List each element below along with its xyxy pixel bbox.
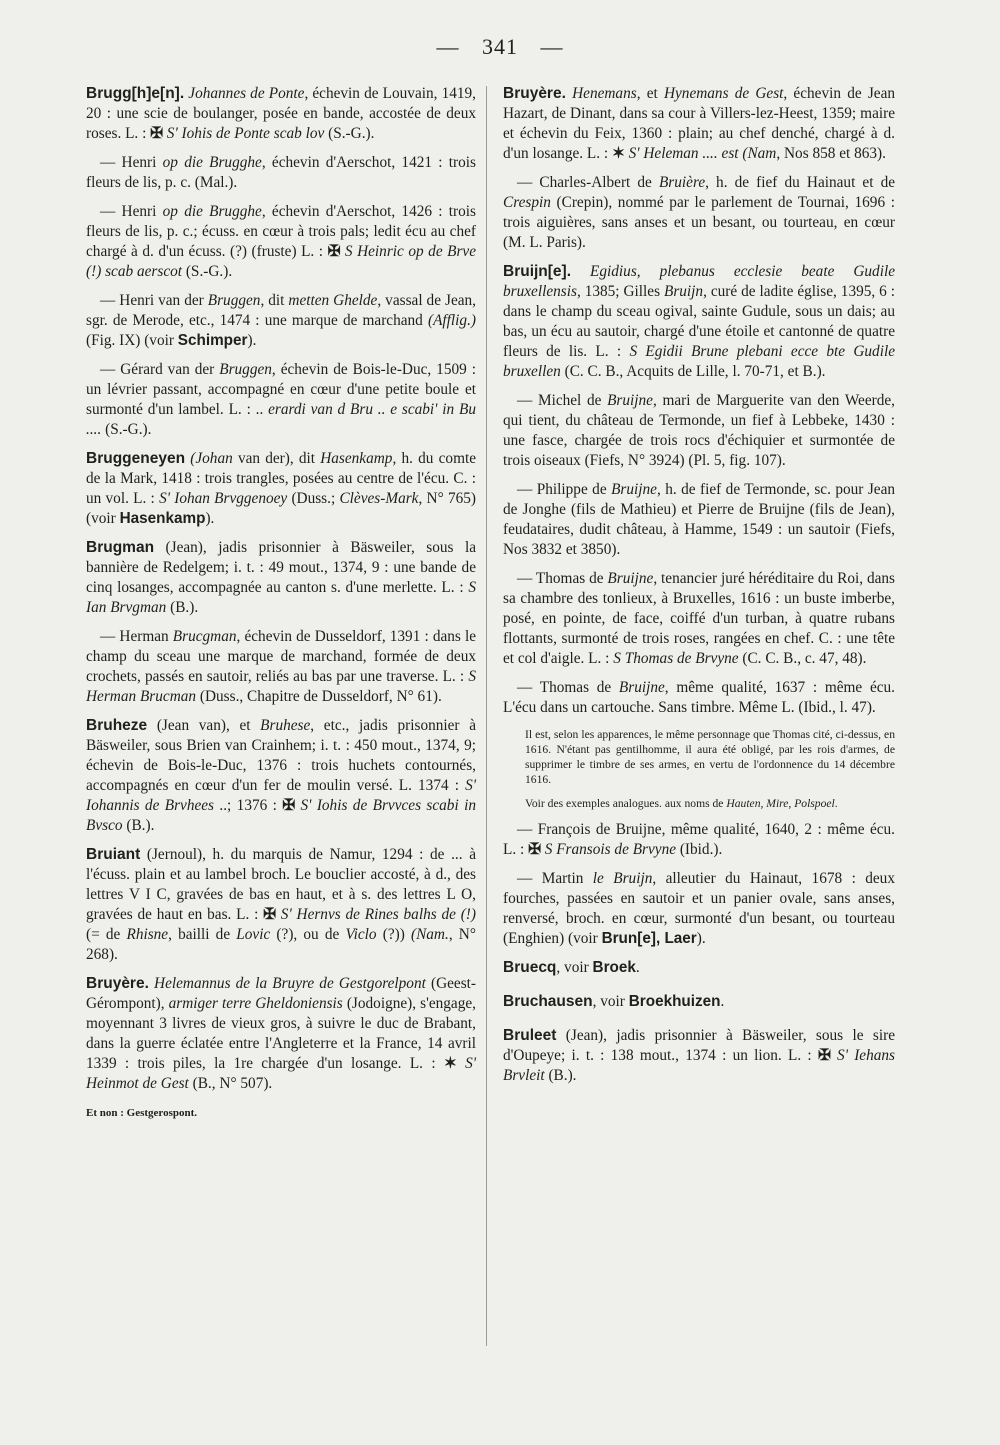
italic-text: Bruggen — [219, 361, 272, 378]
entry-text: , h. de fief de Termonde, sc. pour Jean de Jonghe (fils de Mathieu) et Pierre de Bruijne (fils de Jean), feudataires, dudit château, à Hamme, 1549 : un sautoir (Fiefs, Nos 3832 et 3850). — [503, 481, 896, 558]
entry-text: , tenancier juré héréditaire du Roi, dans sa chambre des tonlieux, à Bruxelles, 1616 : un buste imberbe, posé, en pointe, de face, coiffé d'un turban, à quatre rubans flottants, surmonté de trois roses, rangées en chef. C. : une tête et col d'aigle. L. : — [503, 570, 895, 667]
italic-text: S Egidii Brune plebani ecce bte Gudile bruxellen — [503, 343, 895, 380]
header-dash-left: — — [436, 34, 460, 59]
italic-text: Hasenkamp — [320, 450, 393, 467]
entry-text: , échevin de Jean Hazart, de Dinant, dans sa cour à Villers-lez-Heest, 1359; maire et échevin du Feix, 1360 : plain; au chef denché, chargé à d. d'un losange. L. : — [503, 85, 896, 162]
sub-entry — [86, 153, 476, 193]
sub-entry — [503, 678, 895, 718]
entry-text: , etc., jadis prisonnier à Bäsweiler, sous Brien van Crainhem; i. t. : 450 mout., 1374, 9; échevin de Bois-le-Duc, 1376 : trois huchets contournés, accompagnés en cœur d'un fer de moulin versé. L. 1374 : — [86, 717, 476, 794]
italic-text: armiger terre Gheldoniensis — [168, 995, 343, 1012]
entry-text: — Thomas de — [517, 570, 608, 587]
cross-reference: Hasenkamp — [119, 510, 206, 527]
italic-text: S' Hernvs de Rines balhs de (!) — [276, 906, 476, 923]
sub-entry — [86, 202, 476, 282]
entry-text: (Jean van), et — [147, 717, 261, 734]
entry-text: , échevin de Louvain, 1419, 20 : une scie de boulanger, posée en bande, accostée de deux roses. L. : — [86, 85, 477, 142]
header-dash-right: — — [540, 34, 564, 59]
entry-text: , Nos 858 et 863). — [776, 145, 886, 162]
italic-text: S Fransois de Brvyne — [540, 841, 677, 858]
entry-text: (Geest-Gérompont), — [86, 975, 476, 1012]
sub-entry — [86, 627, 476, 707]
seal-cross-icon: ✠ — [263, 906, 276, 923]
sub-entry — [503, 569, 895, 669]
headword: Bruecq — [503, 959, 557, 976]
italic-text: Bruijne — [607, 392, 653, 409]
italic-text: Lovic — [236, 926, 271, 943]
column-divider — [486, 86, 487, 1346]
footnote: Et non : Gestgerospont. — [86, 1107, 198, 1119]
seal-cross-icon: ✠ — [528, 841, 541, 858]
cross-reference: Brun[e], Laer — [601, 930, 697, 947]
entry-text: — Michel de — [517, 392, 608, 409]
entry-text: — François de Bruijne, même qualité, 1640, 2 : même écu. L. : — [503, 821, 895, 858]
italic-text: S' Iehans Brvleit — [503, 1047, 895, 1084]
dictionary-entry — [503, 1026, 895, 1086]
italic-text: S Herman Brucman — [86, 668, 476, 705]
italic-text: Johannes de Ponte — [188, 85, 305, 102]
headword: Bruleet — [503, 1027, 557, 1044]
italic-text: Bruijne — [618, 679, 665, 696]
entry-text: (S.-G.). — [182, 263, 233, 280]
entry-text: , voir — [556, 959, 593, 976]
entry-text: , N° 268). — [86, 926, 476, 963]
dictionary-entry — [503, 992, 895, 1012]
entry-text: , mari de Marguerite van den Weerde, qui tient, du château de Termonde, un fief à Lebbeke, 1430 : une fasce, chargée de trois rocs d'échiquier et surmontée de trois oiseaux (Fiefs, N° 3924) (Pl. 5, fig. 107). — [503, 392, 895, 469]
entry-text: (Jodoigne), s'engage, moyennant 3 livres de vieux gros, à suivre le duc de Brabant, dans la guerre éclatée entre l'Angleterre et la France, 14 avril 1339 : trois piles, la 1re chargée d'un losange. L. : — [86, 995, 476, 1072]
entry-text: (Crepin), nommé par le parlement de Tournai, 1696 : trois aiguières, sans anses et un besant, ou tourteau, en cœur (M. L. Paris). — [503, 194, 895, 251]
italic-text: Crespin — [503, 194, 551, 211]
entry-text: , et — [636, 85, 664, 102]
italic-text: op die Brugghe — [162, 203, 262, 220]
entry-text: , alleutier du Hainaut, 1678 : deux fourches, passées en sautoir et un panier ovale, sans anses, renversé, broch. en cœur, surmonté d'un besant, ou tourteau (Enghien) (voir — [503, 870, 895, 947]
cross-reference: Schimper — [177, 332, 248, 349]
headword: Brugg[h]e[n]. — [86, 85, 185, 102]
dictionary-entry — [86, 84, 476, 144]
headword: Bruggeneyen — [86, 450, 186, 467]
entry-text: (Fig. IX) (voir — [86, 332, 178, 349]
entry-text: — Henri — [100, 203, 163, 220]
headword: Bruchausen — [503, 993, 593, 1010]
italic-text: S Heinric op de Brve (!) scab aerscot — [86, 243, 477, 280]
italic-text: Egidius, plebanus ecclesie beate Gudile bruxellensis — [503, 263, 895, 300]
italic-text: S' Heinmot de Gest — [86, 1055, 477, 1092]
entry-text: Il est, selon les apparences, le même personnage que Thomas cité, ci-dessus, en 1616. N'étant pas gentilhomme, il aura été obligé, par les rois d'armes, de supprimer le timbre de ses armes, en vertu de l'ordonnence du 14 décembre 1616. — [525, 728, 895, 786]
entry-text: . — [720, 993, 725, 1010]
italic-text: (Nam. — [410, 926, 449, 943]
entry-text: (Jean), jadis prisonnier à Bäsweiler, sous le sire d'Oupeye; i. t. : 138 mout., 1374 : un lion. L. : — [503, 1027, 895, 1064]
entry-text: (?), ou de — [270, 926, 346, 943]
sub-entry — [86, 360, 476, 440]
italic-text: S' Iohis de Brvvces scabi in Bvsco — [86, 797, 476, 834]
entry-text: (Ibid.). — [676, 841, 723, 858]
entry-text: , échevin de Bois-le-Duc, 1509 : un lévrier passant, accompagné en cœur d'une petite boule et surmonté d'un lambel. L. : .. — [86, 361, 476, 418]
entry-text: (B.). — [166, 599, 199, 616]
seal-cross-icon: ✠ — [817, 1047, 831, 1064]
italic-text: S' Heleman .... est (Nam — [624, 145, 777, 162]
italic-text: S Ian Brvgman — [86, 579, 476, 616]
entry-text: , h. du comte de la Mark, 1418 : trois trangles, posées au centre de l'écu. C. : un vol. L. : — [86, 450, 477, 507]
entry-text: . — [834, 797, 838, 810]
dictionary-entry — [503, 262, 895, 382]
cross-reference: Broek — [592, 959, 636, 976]
seal-cross-icon: ✠ — [282, 797, 296, 814]
entry-text: — Herman — [100, 628, 173, 645]
entry-text: , échevin de Dusseldorf, 1391 : dans le champ du sceau une marque de marchand, formée de deux crochets, passés en sautoir, reliés au bas par une traverse. L. : — [86, 628, 477, 685]
entry-text: (B.). — [122, 817, 155, 834]
sub-entry — [503, 173, 895, 253]
entry-text: , échevin d'Aerschot, 1426 : trois fleurs de lis, p. c.; écuss. en cœur à trois pals; ledit écu au chef chargé à d. d'un écuss. (?) (fruste) L. : — [86, 203, 476, 260]
italic-text: op die Brugghe — [162, 154, 262, 171]
entry-text: , bailli de — [168, 926, 237, 943]
sub-entry — [503, 480, 895, 560]
left-column — [86, 84, 476, 1123]
seal-cross-icon: ✠ — [150, 125, 163, 142]
entry-text: (Jean), jadis prisonnier à Bäsweiler, sous la bannière de Redelgem; i. t. : 49 mout., 1374, 9 : une bande de cinq losanges, accompagnée au canton s. d'une merlette. L. : — [86, 539, 476, 596]
entry-text: (S.-G.). — [101, 421, 152, 438]
seal-cross-icon: ✶ — [443, 1055, 457, 1072]
entry-text: — Henri van der — [100, 292, 208, 309]
entry-text: (Jernoul), h. du marquis de Namur, 1294 : de ... à l'écuss. plain et au lambel broch. Le bouclier accosté, à d., des lettres V I C, gravées de bas en haut, et à s. des lettres L O, gravées de haut en bas. L. : — [86, 846, 476, 923]
entry-text: — Thomas de — [517, 679, 619, 696]
entry-text: (B., N° 507). — [188, 1075, 273, 1092]
italic-text: (Afflig.) — [427, 312, 476, 329]
sub-entry — [503, 820, 895, 860]
entry-text: (S.-G.). — [324, 125, 375, 142]
dictionary-entry — [503, 84, 895, 164]
entry-text: (C. C. B., Acquits de Lille, l. 70-71, et B.). — [560, 363, 826, 380]
italic-text: Bruggen — [207, 292, 261, 309]
entry-text: , dit — [260, 292, 289, 309]
entry-text: , N° 765) (voir — [86, 490, 476, 527]
italic-text: Bruijn — [663, 283, 704, 300]
italic-text: Bruière — [658, 174, 706, 191]
editorial-note — [525, 727, 895, 787]
entry-text: — Henri — [100, 154, 163, 171]
headword: Bruheze — [86, 717, 148, 734]
entry-text: . — [635, 959, 640, 976]
entry-text: , 1385; Gilles — [576, 283, 664, 300]
seal-cross-icon: ✶ — [611, 145, 625, 162]
entry-text: (?)) — [376, 926, 411, 943]
italic-text: Viclo — [345, 926, 377, 943]
page-number: 341 — [482, 34, 518, 59]
entry-text — [571, 263, 590, 280]
headword: Bruyère. — [503, 85, 566, 102]
entry-text: , même qualité, 1637 : même écu. L'écu dans un cartouche. Sans timbre. Même L. (Ibid., l. 47). — [503, 679, 895, 716]
entry-text: — Martin — [517, 870, 593, 887]
sub-entry — [503, 391, 895, 471]
dictionary-entry — [503, 958, 895, 978]
italic-text: Brucgman — [172, 628, 237, 645]
entry-text: — Gérard van der — [100, 361, 220, 378]
entry-text: (C. C. B., c. 47, 48). — [738, 650, 867, 667]
entry-text: (Duss., Chapitre de Dusseldorf, N° 61). — [196, 688, 442, 705]
italic-text: Rhisne — [126, 926, 169, 943]
right-column — [503, 84, 895, 1095]
italic-text: Bruhese — [260, 717, 311, 734]
italic-text: Hynemans de Gest — [663, 85, 784, 102]
dictionary-entry — [86, 845, 476, 965]
entry-text: ). — [205, 510, 215, 527]
entry-text: Voir des exemples analogues. aux noms de — [525, 797, 727, 810]
entry-text: (= de — [86, 926, 127, 943]
italic-text: S Thomas de Brvyne — [613, 650, 739, 667]
entry-text: , h. de fief du Hainaut et de — [705, 174, 896, 191]
italic-text: Bruijne — [607, 570, 654, 587]
entry-text: , curé de ladite église, 1395, 6 : dans le champ du sceau ogival, sainte Gudule, sous un dais; au bas, un écu au sautoir, chargé d'une étoile et cantonné de quatre fleurs de lis. L. : — [503, 283, 896, 360]
italic-text: le Bruijn — [592, 870, 653, 887]
italic-text: Bruijne — [611, 481, 657, 498]
italic-text: Hauten, Mire, Polspoel — [726, 797, 835, 810]
entry-text: — Philippe de — [517, 481, 612, 498]
entry-text: , vassal de Jean, sgr. de Merode, etc., 1474 : une marque de marchand — [86, 292, 477, 329]
entry-text: (B.). — [544, 1067, 577, 1084]
page-header — [0, 34, 1000, 60]
italic-text: Clèves-Mark — [339, 490, 419, 507]
sub-entry — [503, 869, 895, 949]
italic-text: Henemans — [572, 85, 637, 102]
dictionary-entry — [86, 974, 476, 1094]
entry-text: van der), dit — [232, 450, 321, 467]
editorial-note — [525, 796, 895, 811]
dictionary-entry — [86, 449, 476, 529]
dictionary-entry — [86, 538, 476, 618]
italic-text: S' Iohannis de Brvhees — [86, 777, 476, 814]
entry-text: ..; 1376 : — [214, 797, 283, 814]
entry-text: — Charles-Albert de — [517, 174, 659, 191]
entry-text: , voir — [592, 993, 629, 1010]
entry-text: , échevin d'Aerschot, 1421 : trois fleurs de lis, p. c. (Mal.). — [86, 154, 476, 191]
sub-entry — [86, 291, 476, 351]
entry-text: (Duss.; — [287, 490, 340, 507]
dictionary-entry — [86, 716, 476, 836]
cross-reference: Broekhuizen — [628, 993, 721, 1010]
headword: Bruiant — [86, 846, 141, 863]
seal-cross-icon: ✠ — [327, 243, 341, 260]
entry-text: ). — [696, 930, 706, 947]
italic-text: S' Iohan Brvggenoey — [159, 490, 288, 507]
headword: Bruyère. — [86, 975, 149, 992]
italic-text: Helemannus de la Bruyre de Gestgorelpont — [154, 975, 426, 992]
italic-text: erardi van d Bru .. e scabi' in Bu .... — [86, 401, 476, 438]
headword: Bruijn[e]. — [503, 263, 572, 280]
headword: Brugman — [86, 539, 155, 556]
italic-text: S' Iohis de Ponte scab lov — [162, 125, 325, 142]
italic-text: metten Ghelde — [288, 292, 378, 309]
italic-text: (Johan — [190, 450, 233, 467]
entry-text: ). — [247, 332, 257, 349]
